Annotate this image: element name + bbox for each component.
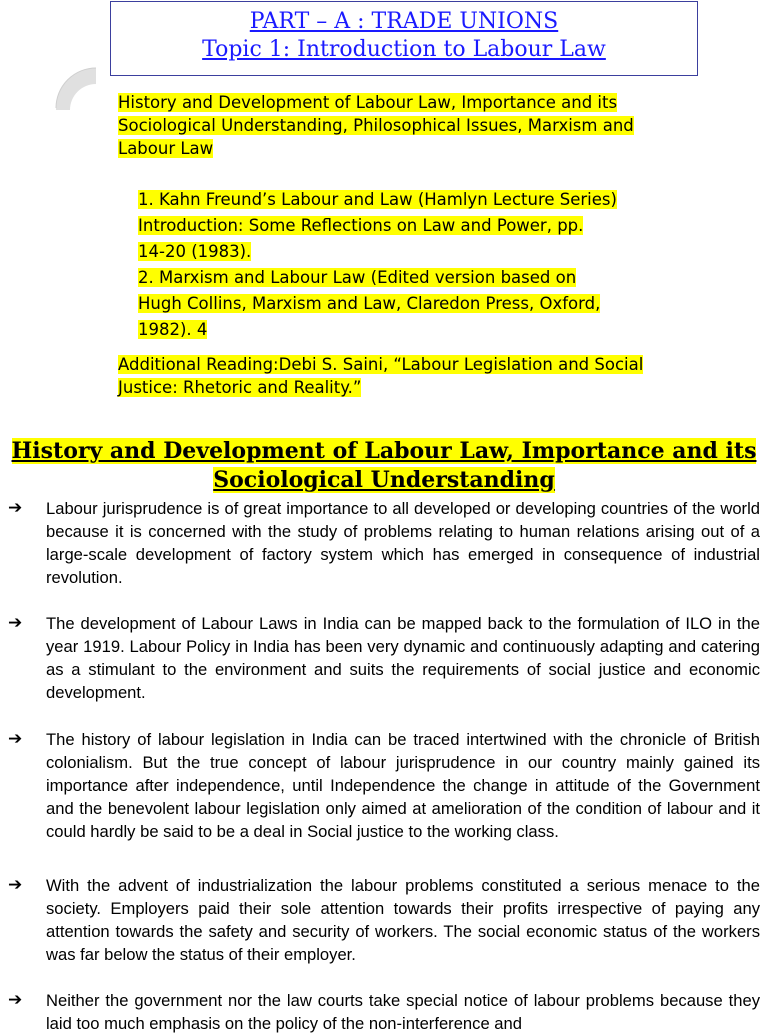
bullet-text: With the advent of industrialization the labour problems constituted a serious menace to the society. Employers paid their sole attention towards their profits irrespective of paying any attention towards the safety and security of workers. The social economic status of the workers was far below the status of their employer. [46, 876, 760, 964]
section-heading-line: Sociological Understanding [213, 467, 555, 493]
additional-line: Additional Reading:Debi S. Saini, “Labour Legislation and Social [118, 355, 644, 374]
arrow-icon: ➔ [8, 498, 23, 518]
part-title: PART – A : TRADE UNIONS [249, 9, 559, 34]
reading-line: Hugh Collins, Marxism and Law, Claredon Press, Oxford, [138, 294, 601, 313]
bullet-text: Labour jurisprudence is of great importance to all developed or developing countries of the world because it is concerned with the study of problems relating to human relations arising out of a large-scale development of factory system which has emerged in consequence of industrial revolution. [46, 499, 760, 587]
arrow-icon: ➔ [8, 729, 23, 749]
reading-line: 2. Marxism and Labour Law (Edited version based on [138, 268, 577, 287]
decorative-arc-icon [52, 66, 96, 110]
arrow-icon: ➔ [8, 613, 23, 633]
arrow-icon: ➔ [8, 875, 23, 895]
additional-reading [118, 353, 643, 399]
readings-list [138, 188, 617, 341]
reading-line: 1. Kahn Freund’s Labour and Law (Hamlyn Lecture Series) [138, 190, 617, 209]
intro-line: Labour Law [118, 139, 214, 158]
topic-title: Topic 1: Introduction to Labour Law [202, 37, 606, 62]
reading-line: Introduction: Some Reflections on Law and Power, pp. [138, 216, 584, 235]
reading-line: 1982). 4 [138, 320, 208, 339]
bullet-text: The development of Labour Laws in India can be mapped back to the formulation of ILO in the year 1919. Labour Policy in India has been very dynamic and continuously adapting and catering as a stimulant to the environment and suits the requirements of social justice and economic development. [46, 614, 760, 702]
bullet-text: The history of labour legislation in India can be traced intertwined with the chronicle of British colonialism. But the true concept of labour jurisprudence in our country mainly gained its importance after independence, until Independence the change in attitude of the Government and the benevolent labour legislation only aimed at amelioration of the condition of labour and it could hardly be said to be a deal in Social justice to the working class. [46, 730, 760, 841]
title-box [110, 1, 698, 76]
intro-line: History and Development of Labour Law, Importance and its [118, 93, 618, 112]
additional-line: Justice: Rhetoric and Reality.” [118, 378, 362, 397]
intro-highlight [118, 91, 634, 160]
section-heading-line: History and Development of Labour Law, Importance and its [11, 438, 757, 464]
arrow-icon: ➔ [8, 990, 23, 1010]
section-heading [0, 437, 768, 495]
reading-line: 14-20 (1983). [138, 242, 252, 261]
intro-line: Sociological Understanding, Philosophical Issues, Marxism and [118, 116, 634, 135]
bullet-text: Neither the government nor the law courts take special notice of labour problems because they laid too much emphasis on the policy of the non-interference and [46, 991, 760, 1033]
